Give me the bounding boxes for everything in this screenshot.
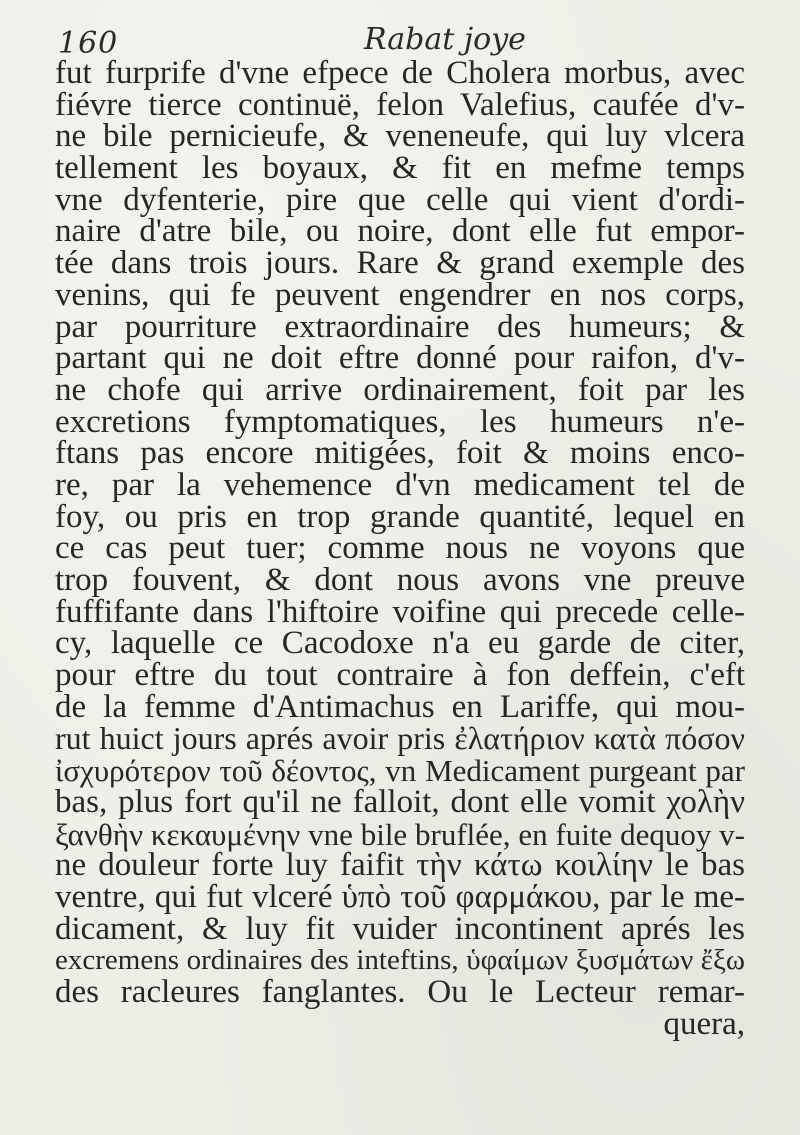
page-number: 160 bbox=[58, 26, 119, 61]
text-line: bas, plus fort qu'il ne falloit, dont elle vomit χολὴν bbox=[55, 783, 745, 820]
text-line: ξανθὴν κεκαυμένην vne bile bruflée, en fuite dequoy v- bbox=[55, 816, 745, 852]
running-head: Rabat joye bbox=[364, 22, 526, 57]
text-line: fuffifante dans l'hiftoire voifine qui precede celle- bbox=[55, 593, 745, 630]
text-line: ne chofe qui arrive ordinairement, foit par les bbox=[55, 371, 745, 408]
text-line: tée dans trois jours. Rare & grand exemple des bbox=[55, 245, 745, 282]
text-line: quera, bbox=[663, 1005, 745, 1042]
text-line: dicament, & luy fit vuider incontinent aprés les bbox=[55, 910, 745, 947]
text-line: tellement les boyaux, & fit en mefme temps bbox=[55, 150, 745, 187]
text-line: excremens ordinaires des inteftins, ὑφαίμων ξυσμάτων ἔξω bbox=[55, 944, 745, 977]
body-text bbox=[55, 55, 745, 1042]
text-line: fut furprife d'vne efpece de Cholera morbus, avec bbox=[55, 55, 745, 91]
text-line: vne dyfenterie, pire que celle qui vient d'ordi- bbox=[55, 181, 745, 218]
text-line: naire d'atre bile, ou noire, dont elle fut empor- bbox=[55, 213, 745, 250]
text-line: pour eftre du tout contraire à fon deffein, c'eft bbox=[55, 657, 745, 694]
text-line: re, par la vehemence d'vn medicament tel de bbox=[55, 466, 745, 503]
text-line: cy, laquelle ce Cacodoxe n'a eu garde de citer, bbox=[55, 625, 745, 662]
text-line: de la femme d'Antimachus en Lariffe, qui mou- bbox=[55, 688, 745, 725]
text-line: ne bile pernicieufe, & veneneufe, qui luy vlcera bbox=[55, 118, 745, 155]
text-line: des racleures fanglantes. Ou le Lecteur remar- bbox=[55, 973, 745, 1010]
text-line: ventre, qui fut vlceré ὑπὸ τοῦ φαρμάκου, par le me- bbox=[55, 878, 745, 915]
text-line: ftans pas encore mitigées, foit & moins enco- bbox=[55, 435, 745, 472]
text-line: foy, ou pris en trop grande quantité, lequel en bbox=[55, 498, 745, 535]
page-header bbox=[58, 18, 618, 61]
text-line: fiévre tierce continuë, felon Valefius, caufée d'v- bbox=[55, 86, 745, 123]
text-line: ce cas peut tuer; comme nous ne voyons que bbox=[55, 530, 745, 567]
text-line: excretions fymptomatiques, les humeurs n'e- bbox=[55, 403, 745, 440]
text-line: partant qui ne doit eftre donné pour raifon, d'v- bbox=[55, 340, 745, 377]
text-line: venins, qui fe peuvent engendrer en nos corps, bbox=[55, 276, 745, 313]
text-line: ne douleur forte luy faifit τὴν κάτω κοιλίην le bas bbox=[55, 847, 745, 884]
text-line: par pourriture extraordinaire des humeurs; & bbox=[55, 308, 745, 345]
text-line: ἰσχυρότερον τοῦ δέοντος, vn Medicament purgeant par bbox=[55, 753, 745, 789]
text-line: rut huict jours aprés avoir pris ἐλατήριον κατὰ πόσον bbox=[55, 720, 745, 757]
text-line: trop fouvent, & dont nous avons vne preuve bbox=[55, 562, 745, 598]
